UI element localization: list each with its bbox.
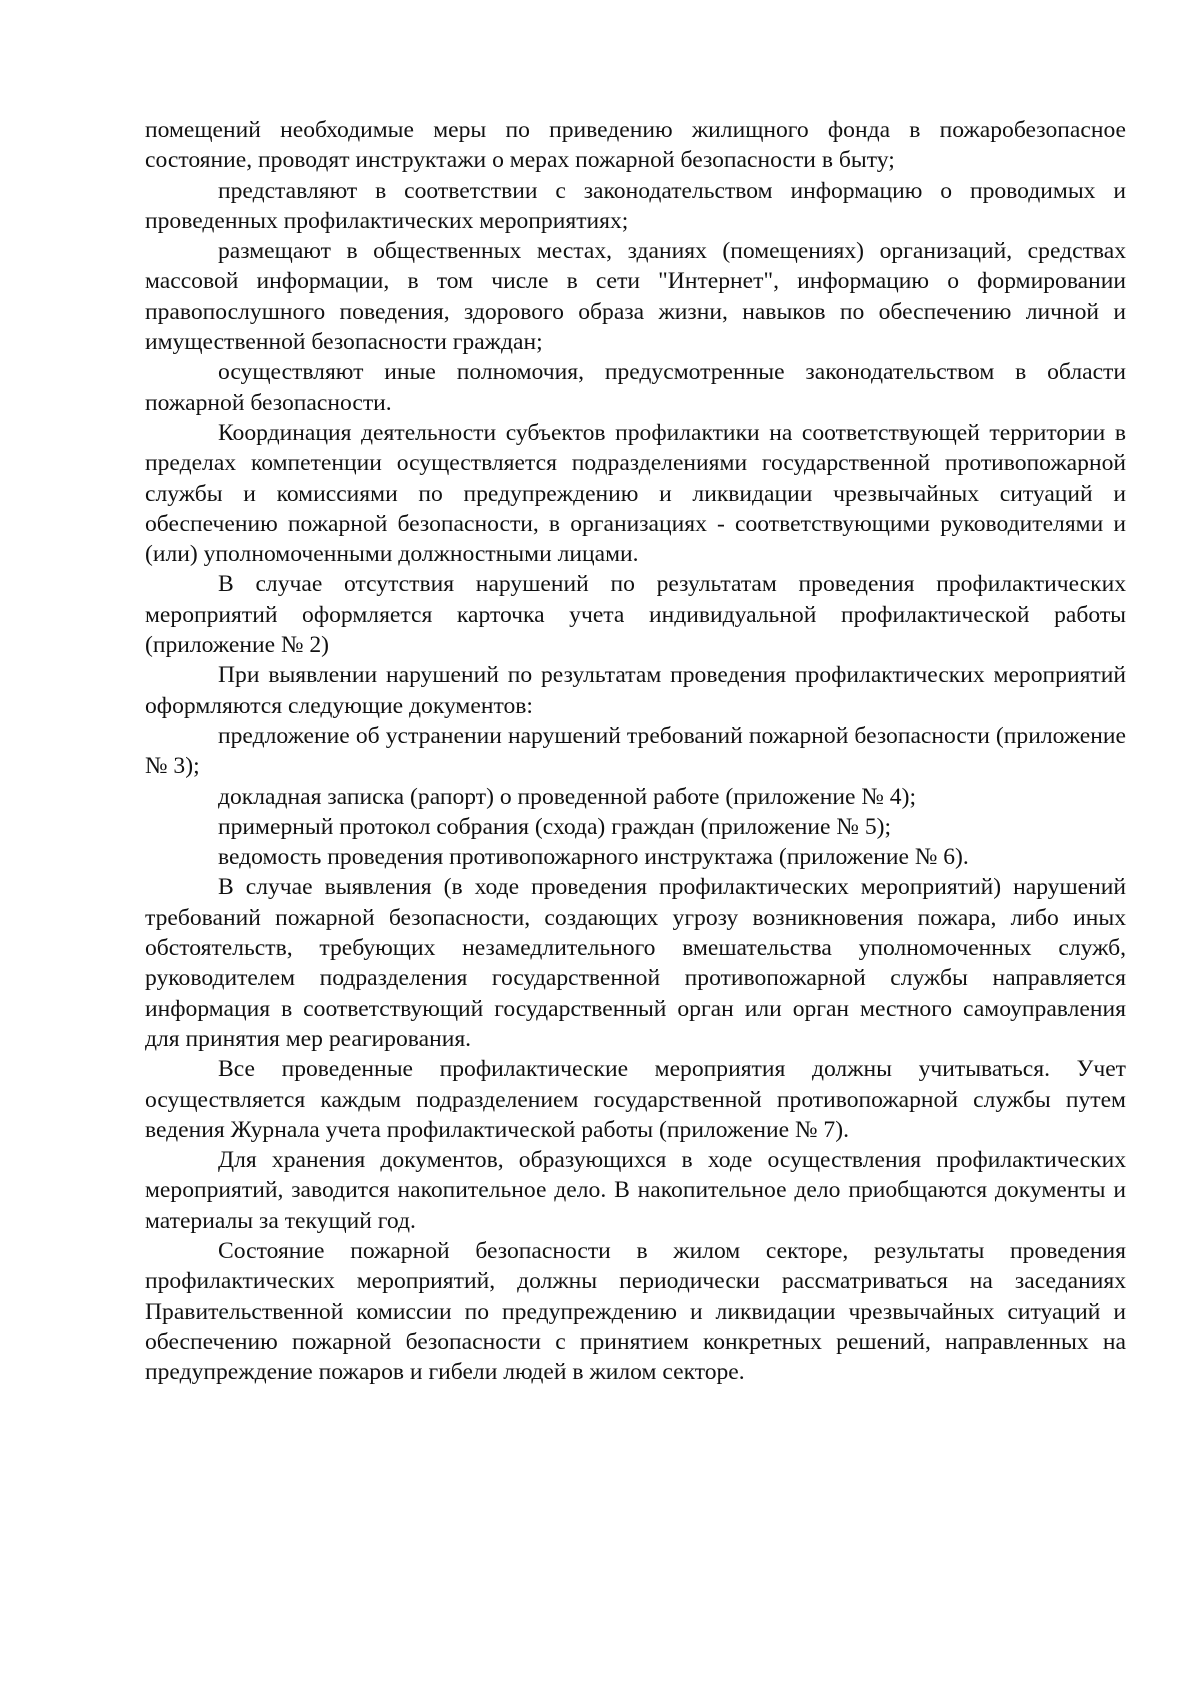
list-item-proposal: предложение об устранении нарушений требований пожарной безопасности (приложение № 3);: [145, 722, 1126, 780]
paragraph-commission-review: Состояние пожарной безопасности в жилом секторе, результаты проведения профилактических мероприятий, должны периодически рассматриваться на заседаниях Правительственной комиссии по предупреждению и ликвидации чрезвычайных ситуаций и обеспечению пожарной безопасности с принятием конкретных решений, направленных на предупреждение пожаров и гибели людей в жилом секторе.: [145, 1237, 1126, 1386]
paragraph-public-information: размещают в общественных местах, зданиях (помещениях) организаций, средствах массовой информации, в том числе в сети "Интернет", информацию о формировании правопослушного поведения, здорового образа жизни, навыков по обеспечению личной и имущественной безопасности граждан;: [145, 238, 1126, 356]
paragraph-coordination: Координация деятельности субъектов профилактики на соответствующей территории в пределах компетенции осуществляется подразделениями государственной противопожарной службы и комиссиями по предупреждению и ликвидации чрезвычайных ситуаций и обеспечению пожарной безопасности, в организациях - соответствующими руководителями и (или) уполномоченными должностными лицами.: [145, 419, 1126, 568]
paragraph-accounting: Все проведенные профилактические мероприятия должны учитываться. Учет осуществляется каждым подразделением государственной противопожарной службы путем ведения Журнала учета профилактической работы (приложение № 7).: [145, 1056, 1126, 1143]
list-item-protocol: примерный протокол собрания (схода) граждан (приложение № 5);: [218, 813, 892, 840]
paragraph-threat-response: В случае выявления (в ходе проведения профилактических мероприятий) нарушений требований пожарной безопасности, создающих угрозу возникновения пожара, либо иных обстоятельств, требующих незамедлительного вмешательства уполномоченных служб, руководителем подразделения государственной противопожарной службы направляется информация в соответствующий государственный орган или орган местного самоуправления для принятия мер реагирования.: [145, 874, 1126, 1052]
list-item-briefing-sheet: ведомость проведения противопожарного инструктажа (приложение № 6).: [218, 844, 969, 871]
paragraph-other-powers: осуществляют иные полномочия, предусмотренные законодательством в области пожарной безопасности.: [145, 359, 1126, 416]
document-page: [145, 115, 1126, 1387]
paragraph-continuation: помещений необходимые меры по приведению жилищного фонда в пожаробезопасное состояние, проводят инструктажи о мерах пожарной безопасности в быту;: [145, 117, 1126, 174]
paragraph-information-reporting: представляют в соответствии с законодательством информацию о проводимых и проведенных профилактических мероприятиях;: [145, 177, 1126, 234]
paragraph-violations-documents: При выявлении нарушений по результатам проведения профилактических мероприятий оформляются следующие документов:: [145, 662, 1126, 719]
paragraph-storage: Для хранения документов, образующихся в ходе осуществления профилактических мероприятий, заводится накопительное дело. В накопительное дело приобщаются документы и материалы за текущий год.: [145, 1147, 1126, 1234]
list-item-report: докладная записка (рапорт) о проведенной работе (приложение № 4);: [218, 783, 916, 810]
paragraph-no-violations: В случае отсутствия нарушений по результатам проведения профилактических мероприятий оформляется карточка учета индивидуальной профилактической работы (приложение № 2): [145, 571, 1126, 659]
